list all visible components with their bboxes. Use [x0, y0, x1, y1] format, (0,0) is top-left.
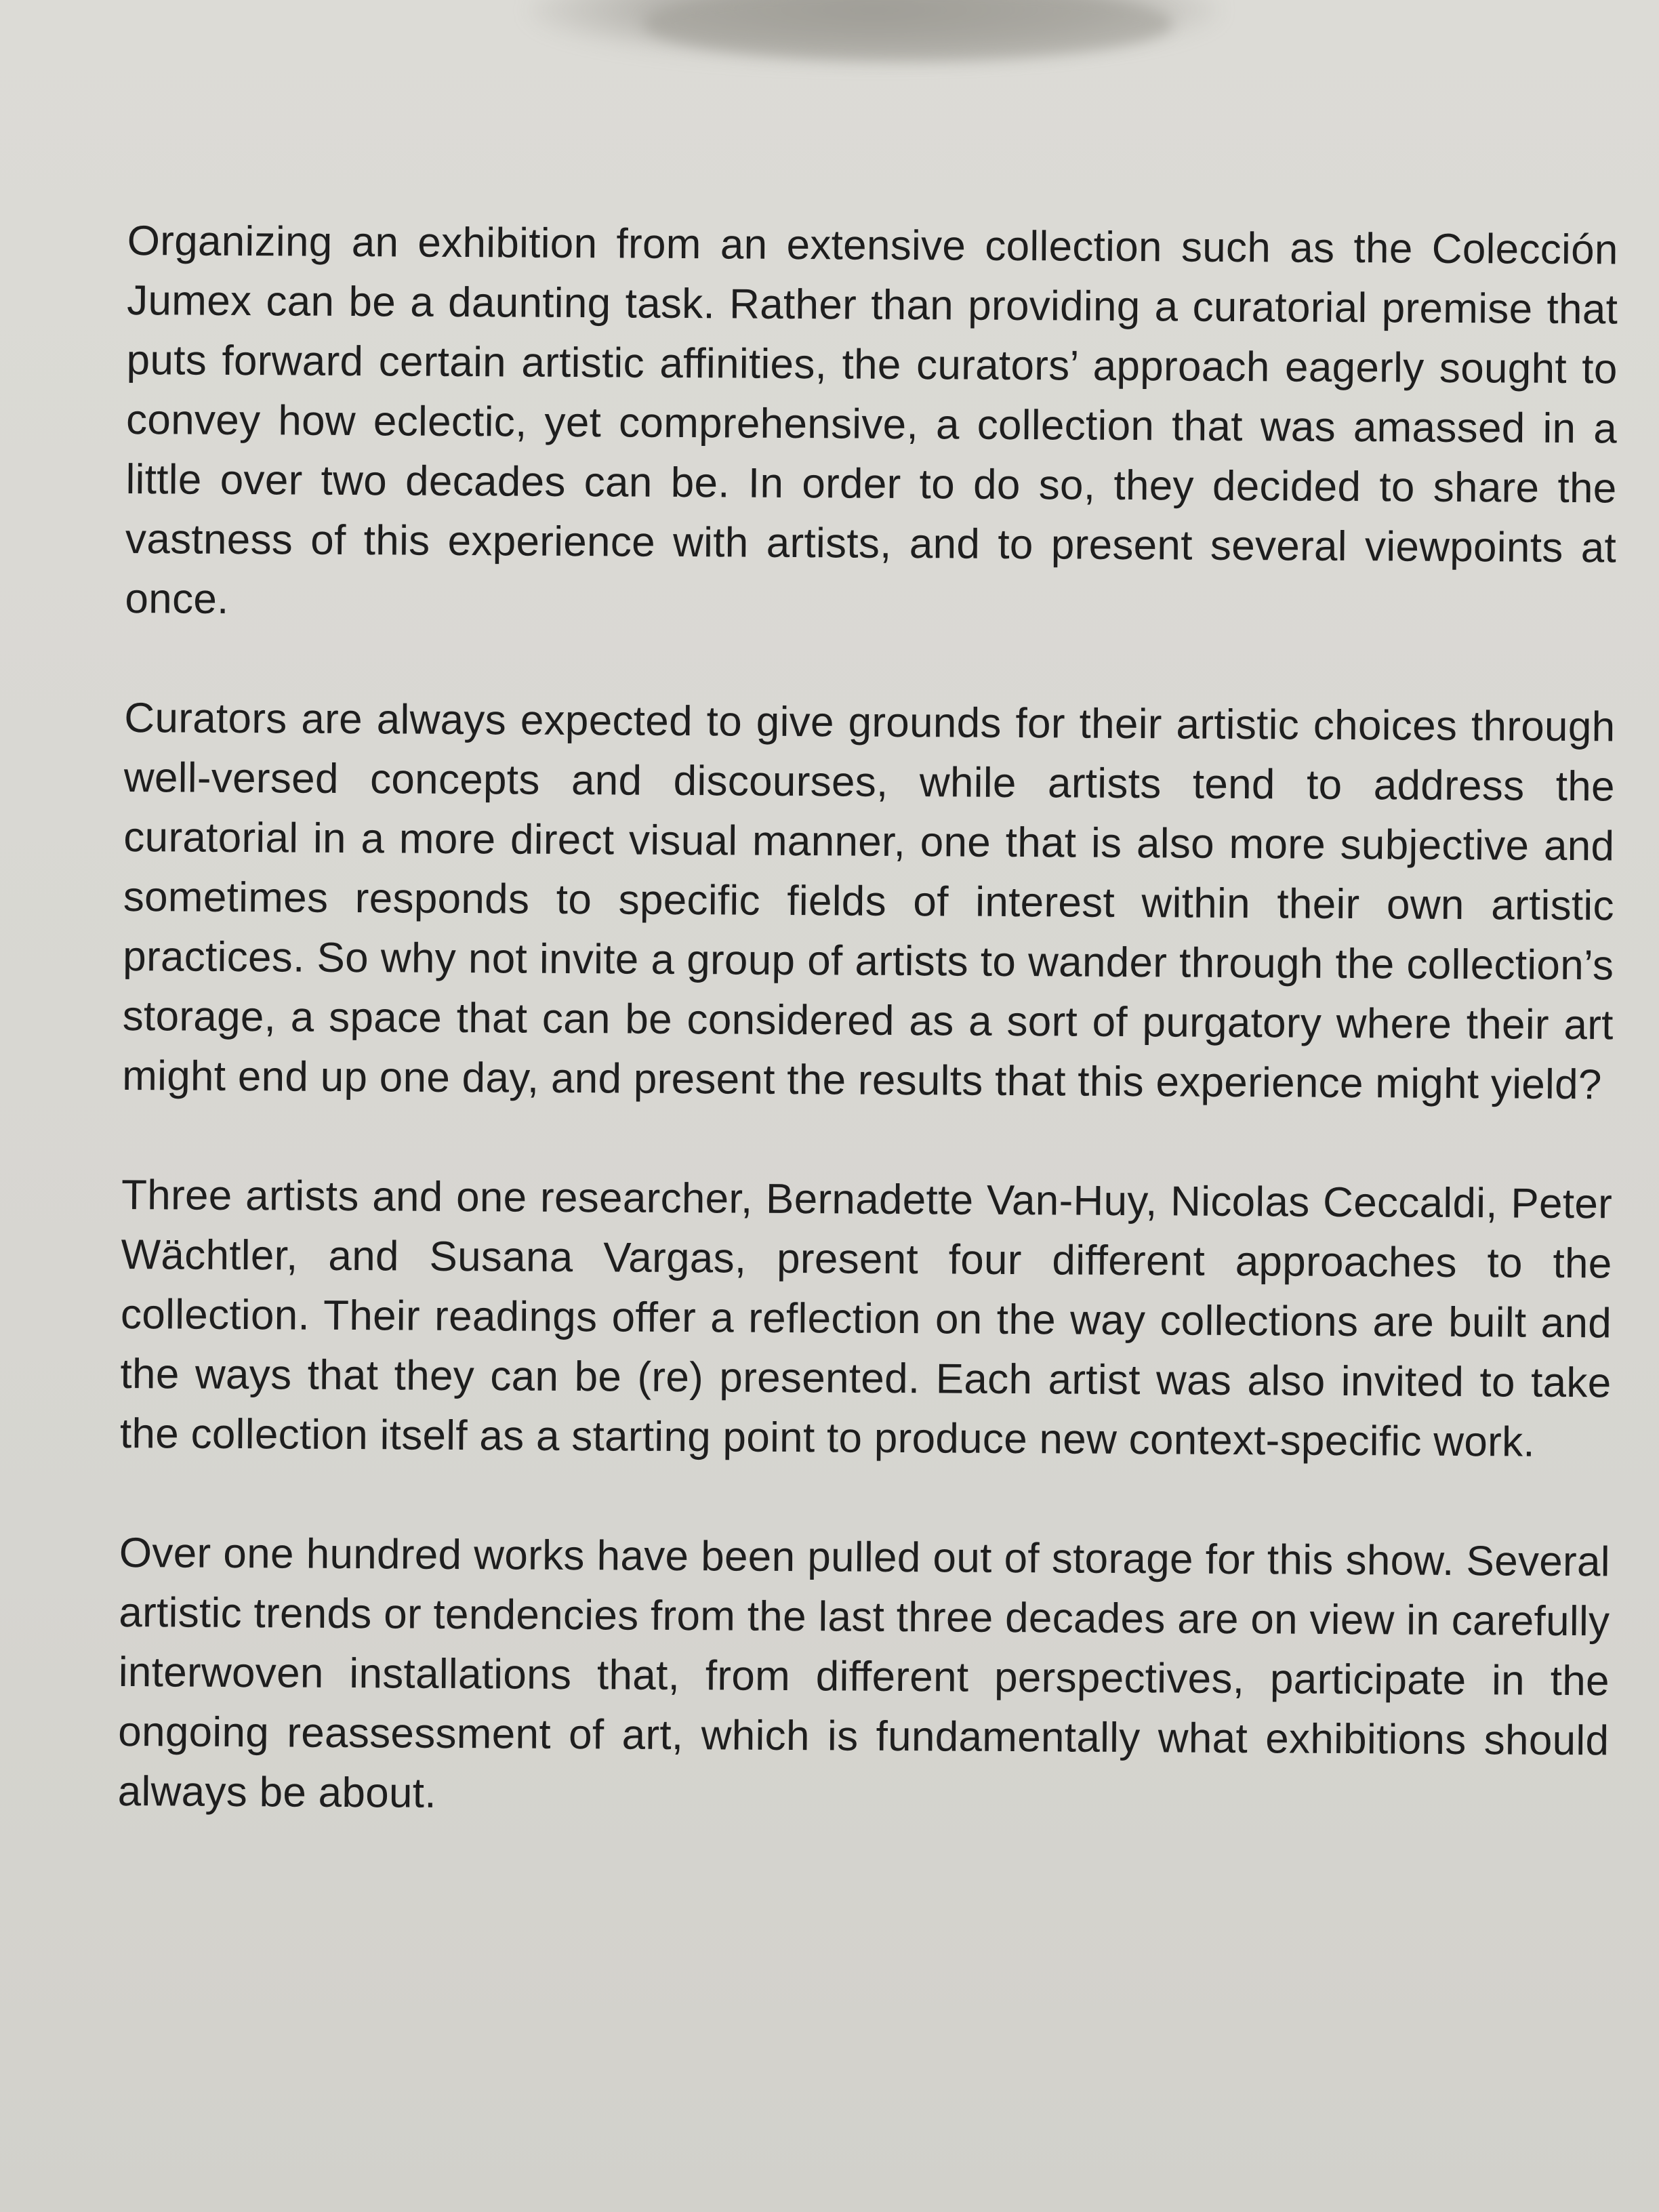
wall-text [117, 211, 1618, 1890]
paragraph-artists: Three artists and one researcher, Bernadette Van-Huy, Nicolas Ceccaldi, Peter Wächtler, and Susana Vargas, present four different approaches to the collection. Their readings offer a reflection on the way collections are built and the ways that they can be (re) presented. Each artist was also invited to take the collection itself as a starting point to produce new context-specific work. [119, 1171, 1613, 1466]
paragraph-curators: Curators are always expected to give grounds for their artistic choices through well-versed concepts and discourses, while artists tend to address the curatorial in a more direct visual manner, one that is also more subjective and sometimes responds to specific fields of interest within their own artistic practices. So why not invite a group of artists to wander through the collection’s storage, a space that can be considered as a sort of purgatory where their art might end up one day, and present the results that this experience might yield? [121, 694, 1616, 1109]
paragraph-intro: Organizing an exhibition from an extensive collection such as the Colección Jumex can be a daunting task. Rather than providing a curatorial premise that puts forward certain artistic affinities, the curators’ approach eagerly sought to convey how eclectic, yet comprehensive, a collection that was amassed in a little over two decades can be. In order to do so, they decided to share the vastness of this experience with artists, and to present several viewpoints at once. [125, 217, 1618, 623]
paragraph-works: Over one hundred works have been pulled out of storage for this show. Several artistic trends or tendencies from the last three decades are on view in carefully interwoven installations that, from different perspectives, participate in the ongoing reassessment of art, which is fundamentally what exhibitions should always be about. [117, 1529, 1611, 1817]
